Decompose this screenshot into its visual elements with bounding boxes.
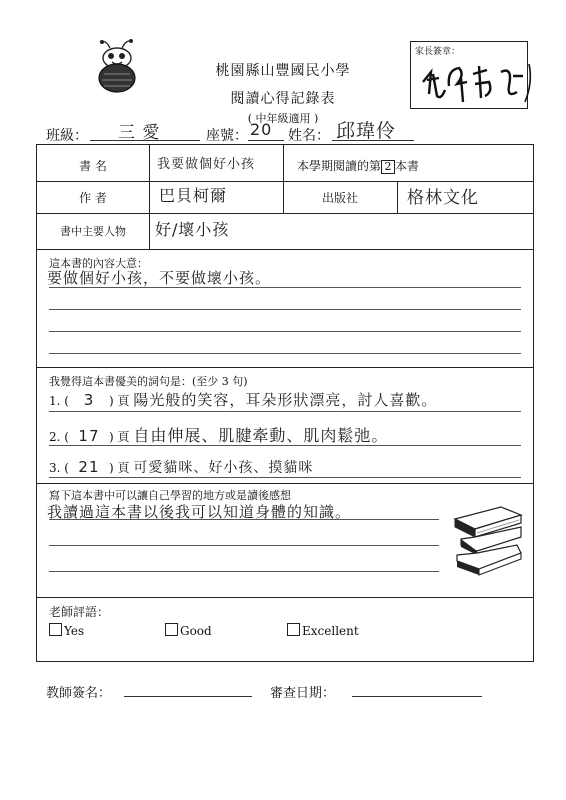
phrases-prompt: 我覺得這本書優美的詞句是：(至少 3 句)	[49, 375, 248, 388]
parent-signature-image	[417, 52, 549, 116]
phrase-3-page: 21	[78, 458, 100, 476]
phrase-2-page: 17	[78, 427, 100, 445]
phrase-1-num: 1.	[49, 394, 61, 408]
books-stack-illustration	[447, 497, 527, 579]
book-title-value: 我要做個好小孩	[157, 157, 256, 172]
summary-prompt: 這本書的內容大意：	[49, 257, 148, 270]
teacher-signature-label: 教師簽名：	[46, 686, 112, 701]
phrase-1-text: 陽光般的笑容，耳朵形狀漂亮，討人喜歡。	[133, 391, 438, 409]
phrase-2-text: 自由伸展、肌腱牽動、肌肉鬆弛。	[133, 426, 389, 445]
phrase-row-2: 2. ( 17 ) 頁 自由伸展、肌腱牽動、肌肉鬆弛。	[49, 426, 389, 445]
good-checkbox	[165, 623, 178, 636]
comment-option-excellent	[287, 623, 359, 638]
seat-label: 座號：	[206, 128, 248, 144]
seat-underline	[248, 140, 284, 141]
level-note: ( 中年級適用 )	[247, 112, 319, 125]
book-count-suffix: 本書	[395, 159, 420, 173]
parent-signature-box	[410, 41, 528, 109]
characters-value: 好/壞小孩	[155, 220, 230, 239]
good-label: Good	[180, 624, 212, 638]
reflection-prompt: 寫下這本書中可以讓自己學習的地方或是讀後感想	[49, 489, 291, 502]
summary-text: 要做個好小孩，不要做壞小孩。	[47, 269, 272, 287]
yes-label: Yes	[64, 624, 85, 638]
class-value: 三 愛	[118, 123, 161, 143]
teacher-comment-label: 老師評語：	[49, 605, 110, 619]
excellent-checkbox	[287, 623, 300, 636]
phrase-row-1: 1. ( 3 ) 頁 陽光般的笑容，耳朵形狀漂亮，討人喜歡。	[49, 391, 438, 409]
phrase-3-text: 可愛貓咪、好小孩、摸貓咪	[133, 460, 314, 476]
comment-option-yes	[49, 623, 84, 638]
class-underline	[90, 140, 200, 141]
phrase-row-3: 3. ( 21 ) 頁 可愛貓咪、好小孩、摸貓咪	[49, 458, 314, 476]
phrase-1-page-label: 頁	[117, 394, 130, 408]
comment-option-good	[165, 623, 212, 638]
reflection-text: 我讀過這本書以後我可以知道身體的知識。	[47, 503, 352, 521]
name-underline	[332, 140, 414, 141]
seat-value: 20	[250, 120, 273, 139]
school-name: 桃園縣山豐國民小學	[215, 63, 351, 79]
phrase-2-page-label: 頁	[117, 430, 130, 444]
yes-checkbox	[49, 623, 62, 636]
author-label: 作 者	[79, 191, 107, 205]
book-count-value: 2	[381, 160, 395, 174]
review-date-label: 審查日期：	[270, 686, 336, 701]
book-title-label: 書 名	[79, 159, 107, 173]
characters-label: 書中主要人物	[60, 225, 126, 238]
phrase-3-page-label: 頁	[117, 461, 130, 475]
phrase-1-page: 3	[83, 391, 95, 409]
teacher-signature-line	[124, 696, 252, 697]
publisher-label: 出版社	[321, 191, 358, 205]
book-count	[297, 157, 419, 174]
class-label: 班級：	[46, 128, 88, 144]
review-date-line	[352, 696, 482, 697]
book-count-prefix: 本學期閱讀的第	[297, 159, 382, 173]
phrase-3-num: 3.	[49, 461, 61, 475]
name-label: 姓名：	[288, 128, 330, 144]
excellent-label: Excellent	[302, 624, 359, 638]
form-title: 閱讀心得記錄表	[230, 91, 336, 107]
phrase-2-num: 2.	[49, 430, 61, 444]
name-value: 邱瑋伶	[336, 120, 397, 142]
reading-record-table	[36, 144, 534, 662]
author-value: 巴貝柯爾	[159, 186, 228, 205]
parent-signature-label: 家長簽章：	[415, 47, 461, 57]
publisher-value: 格林文化	[407, 188, 479, 208]
